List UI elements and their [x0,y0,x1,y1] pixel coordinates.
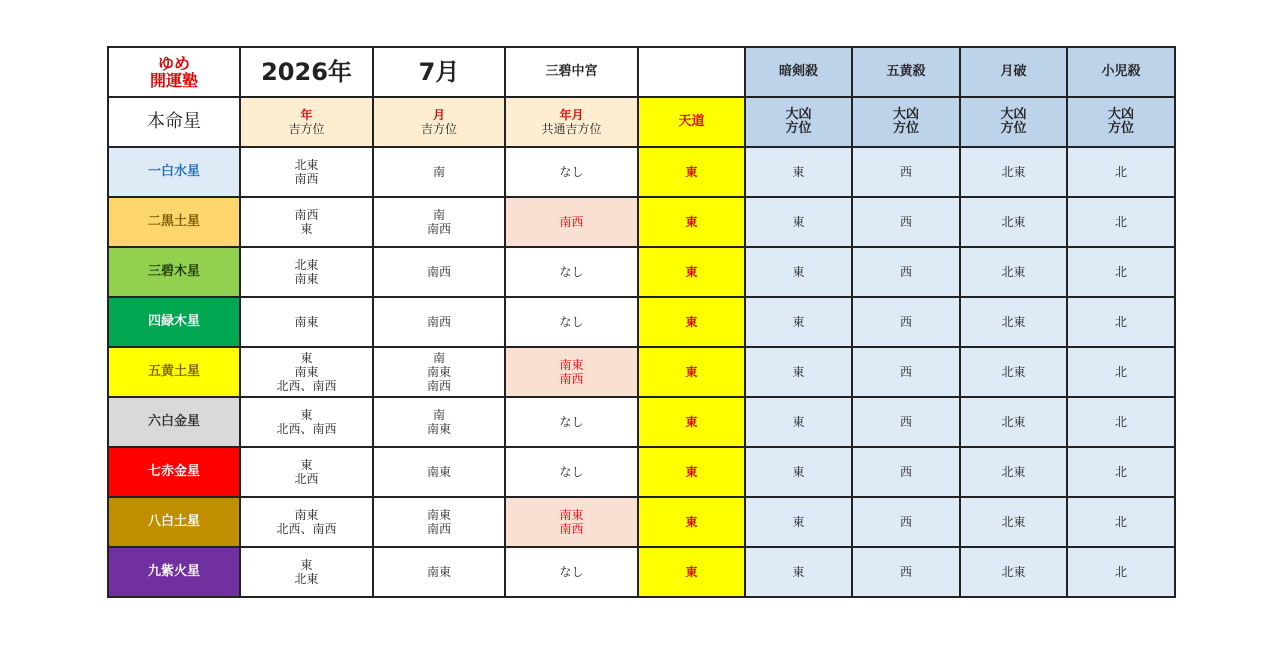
goosatsu-cell: 西 [852,347,960,397]
daikyo-header-2: 大凶 方位 [852,97,960,147]
shounisatsu-cell: 北 [1067,247,1175,297]
tendou-header: 天道 [638,97,745,147]
month-kippou-header: 月 吉方位 [373,97,505,147]
month-kippou-cell: 南 南東 南西 [373,347,505,397]
shounisatsu-cell: 北 [1067,547,1175,597]
shounisatsu-cell: 北 [1067,497,1175,547]
honmeisei-star: 三碧木星 [108,247,240,297]
goosatsu-cell: 西 [852,247,960,297]
common-kippou-cell: なし [505,547,638,597]
ankensatsu-cell: 東 [745,447,852,497]
common-kippou-cell: 南西 [505,197,638,247]
table-row [108,547,1175,597]
year-kippou-cell: 南東 [240,297,373,347]
year-kippou-cell: 北東 南東 [240,247,373,297]
goosatsu-cell: 西 [852,397,960,447]
goosatsu-cell: 西 [852,497,960,547]
ankensatsu-cell: 東 [745,497,852,547]
getsuha-cell: 北東 [960,297,1067,347]
goosatsu-cell: 西 [852,547,960,597]
common-kippou-cell: 南東 南西 [505,497,638,547]
common-kippou-cell: なし [505,297,638,347]
goosatsu-cell: 西 [852,197,960,247]
ankensatsu-cell: 東 [745,247,852,297]
col-shounisatsu: 小児殺 [1067,47,1175,97]
getsuha-cell: 北東 [960,397,1067,447]
shounisatsu-cell: 北 [1067,197,1175,247]
common-kippou-cell: なし [505,397,638,447]
year-kippou-cell: 東 北東 [240,547,373,597]
getsuha-cell: 北東 [960,497,1067,547]
tendou-cell: 東 [638,197,745,247]
honmeisei-star: 五黄土星 [108,347,240,397]
honmeisei-star: 一白水星 [108,147,240,197]
tendou-cell: 東 [638,547,745,597]
star-rows [108,147,1175,597]
month-kippou-cell: 南 [373,147,505,197]
shounisatsu-cell: 北 [1067,297,1175,347]
month-kippou-cell: 南東 [373,447,505,497]
honmeisei-star: 二黒土星 [108,197,240,247]
year-kippou-cell: 南東 北西、南西 [240,497,373,547]
month-title: 7月 [373,47,505,97]
common-kippou-cell: なし [505,447,638,497]
table-row [108,147,1175,197]
common-kippou-header: 年月 共通吉方位 [505,97,638,147]
tendou-cell: 東 [638,247,745,297]
center-palace: 三碧中宮 [505,47,638,97]
goosatsu-cell: 西 [852,297,960,347]
year-title: 2026年 [240,47,373,97]
year-kippou-cell: 東 北西 [240,447,373,497]
table-row [108,447,1175,497]
common-kippou-cell: なし [505,247,638,297]
shounisatsu-cell: 北 [1067,347,1175,397]
ankensatsu-cell: 東 [745,297,852,347]
goosatsu-cell: 西 [852,147,960,197]
ankensatsu-cell: 東 [745,147,852,197]
shounisatsu-cell: 北 [1067,397,1175,447]
tendou-cell: 東 [638,297,745,347]
getsuha-cell: 北東 [960,447,1067,497]
getsuha-cell: 北東 [960,247,1067,297]
col-goosatsu: 五黄殺 [852,47,960,97]
month-kippou-cell: 南 南東 [373,397,505,447]
honmeisei-star: 七赤金星 [108,447,240,497]
table-row [108,497,1175,547]
month-kippou-cell: 南西 [373,247,505,297]
getsuha-cell: 北東 [960,547,1067,597]
kippou-table [107,46,1176,598]
year-kippou-cell: 東 南東 北西、南西 [240,347,373,397]
table-row [108,347,1175,397]
tendou-cell: 東 [638,347,745,397]
shounisatsu-cell: 北 [1067,447,1175,497]
common-kippou-cell: なし [505,147,638,197]
table-row [108,397,1175,447]
month-kippou-cell: 南 南西 [373,197,505,247]
month-kippou-cell: 南東 [373,547,505,597]
ankensatsu-cell: 東 [745,347,852,397]
honmeisei-star: 六白金星 [108,397,240,447]
honmeisei-star: 九紫火星 [108,547,240,597]
honmeisei-star: 八白土星 [108,497,240,547]
common-kippou-cell: 南東 南西 [505,347,638,397]
table-row [108,197,1175,247]
honmeisei-label: 本命星 [108,97,240,147]
ankensatsu-cell: 東 [745,547,852,597]
honmeisei-star: 四緑木星 [108,297,240,347]
getsuha-cell: 北東 [960,147,1067,197]
logo: ゆめ 開運塾 [108,47,240,97]
getsuha-cell: 北東 [960,197,1067,247]
table-row [108,297,1175,347]
tendou-cell: 東 [638,447,745,497]
table-row [108,247,1175,297]
year-kippou-cell: 北東 南西 [240,147,373,197]
ankensatsu-cell: 東 [745,197,852,247]
tendou-cell: 東 [638,497,745,547]
tendou-cell: 東 [638,147,745,197]
year-kippou-cell: 南西 東 [240,197,373,247]
col-getsuha: 月破 [960,47,1067,97]
tendou-cell: 東 [638,397,745,447]
daikyo-header-3: 大凶 方位 [960,97,1067,147]
month-kippou-cell: 南西 [373,297,505,347]
goosatsu-cell: 西 [852,447,960,497]
shounisatsu-cell: 北 [1067,147,1175,197]
month-kippou-cell: 南東 南西 [373,497,505,547]
blank-cell [638,47,745,97]
year-kippou-cell: 東 北西、南西 [240,397,373,447]
daikyo-header-4: 大凶 方位 [1067,97,1175,147]
col-ankensatsu: 暗剣殺 [745,47,852,97]
getsuha-cell: 北東 [960,347,1067,397]
header-row [108,47,1175,97]
subheader-row [108,97,1175,147]
year-kippou-header: 年 吉方位 [240,97,373,147]
ankensatsu-cell: 東 [745,397,852,447]
daikyo-header-1: 大凶 方位 [745,97,852,147]
